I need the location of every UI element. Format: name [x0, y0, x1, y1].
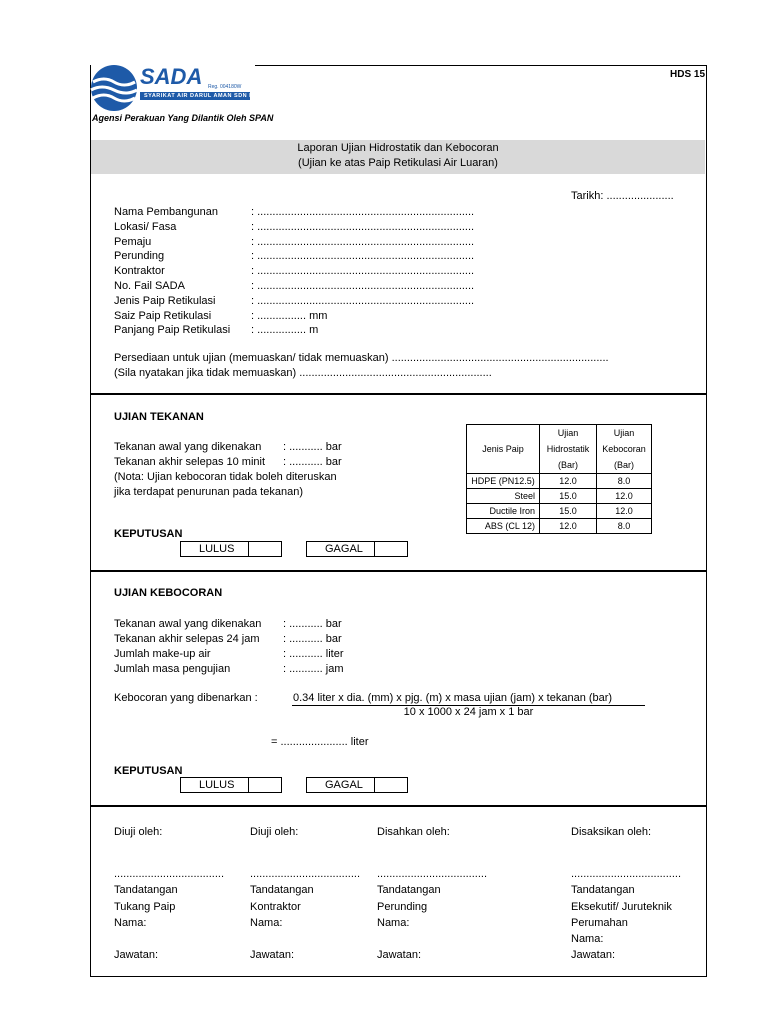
divider-3 — [90, 805, 706, 807]
fail-label: GAGAL — [325, 779, 363, 791]
pass-label: LULUS — [199, 543, 235, 555]
label-saiz-paip: Saiz Paip Retikulasi — [114, 309, 212, 322]
label-final-pressure: Tekanan akhir selepas 10 minit — [114, 456, 266, 468]
field-lokasi[interactable]: : ....................................................................... — [251, 220, 475, 233]
sig-by: Disahkan oleh: — [377, 826, 450, 838]
sig-dots[interactable]: .................................... — [571, 868, 682, 881]
label-leak-initial: Tekanan awal yang dikenakan — [114, 618, 262, 630]
sig-position[interactable]: Jawatan: — [377, 949, 422, 962]
pass-checkbox-divider — [248, 778, 249, 792]
pass-checkbox-divider — [248, 542, 249, 556]
report-subtitle: (Ujian ke atas Paip Retikulasi Air Luaran) — [298, 157, 498, 169]
table-header-leak — [597, 425, 652, 474]
pipe-hydro: 12.0 — [540, 474, 597, 489]
sig-role: Eksekutif/ Juruteknik — [571, 900, 672, 913]
leak-result[interactable]: = ...................... liter — [271, 736, 369, 748]
pipe-leak: 12.0 — [597, 489, 652, 504]
fail-label: GAGAL — [325, 543, 363, 555]
form-code: HDS 15 — [670, 69, 706, 80]
label-makeup-water: Jumlah make-up air — [114, 648, 211, 660]
sig-by: Diuji oleh: — [250, 826, 299, 838]
date-field[interactable]: Tarikh: ...................... — [571, 190, 674, 202]
allowed-leak-label: Kebocoran yang dibenarkan : — [114, 692, 258, 704]
pipe-type: HDPE (PN12.5) — [467, 474, 540, 489]
formula-numerator: 0.34 liter x dia. (mm) x pjg. (m) x masa ujian (jam) x tekanan (bar) — [293, 692, 613, 704]
header-hydro-l3: (Bar) — [558, 460, 578, 470]
header-leak-l1: Ujian — [613, 428, 635, 438]
table-row — [467, 489, 652, 504]
leak-test-heading: UJIAN KEBOCORAN — [114, 587, 223, 599]
leak-labels — [114, 617, 261, 677]
leak-pass-box[interactable] — [180, 777, 282, 793]
pipe-hydro: 15.0 — [540, 489, 597, 504]
pipe-pressure-table — [466, 424, 652, 534]
divider-1 — [90, 393, 706, 395]
sig-sign: Tandatangan — [250, 884, 314, 897]
sig-sign: Tandatangan — [377, 884, 441, 897]
sig-position[interactable]: Jawatan: — [571, 949, 616, 962]
leak-fail-box[interactable] — [306, 777, 408, 793]
sig-role: Kontraktor — [250, 900, 301, 913]
signature-block-witness — [571, 824, 681, 963]
sig-position[interactable]: Jawatan: — [250, 949, 295, 962]
label-no-fail: No. Fail SADA — [114, 279, 185, 292]
label-pemaju: Pemaju — [114, 235, 152, 248]
formula-denominator: 10 x 1000 x 24 jam x 1 bar — [403, 706, 534, 718]
field-pemaju[interactable]: : ....................................................................... — [251, 235, 475, 248]
sig-dots[interactable]: .................................... — [377, 868, 488, 881]
sig-role-2: Perumahan — [571, 916, 628, 929]
sig-position[interactable]: Jawatan: — [114, 949, 159, 962]
field-final-pressure[interactable]: : ........... bar — [283, 456, 342, 468]
pipe-type: Steel — [467, 489, 540, 504]
sig-dots[interactable]: .................................... — [250, 868, 361, 881]
sada-logo — [88, 64, 263, 114]
leak-values — [283, 617, 344, 677]
fail-checkbox-divider — [374, 542, 375, 556]
field-no-fail[interactable]: : ....................................................................... — [251, 279, 475, 292]
sig-name[interactable]: Nama: — [114, 916, 147, 929]
preparation-line[interactable]: Persediaan untuk ujian (memuaskan/ tidak memuaskan) ....................................................................... — [114, 352, 609, 364]
pressure-test-heading: UJIAN TEKANAN — [114, 411, 204, 423]
sig-name[interactable]: Nama: — [571, 933, 604, 946]
field-jenis-paip[interactable]: : ....................................................................... — [251, 294, 475, 307]
label-nama-pembangunan: Nama Pembangunan — [114, 206, 218, 218]
leak-decision-label: KEPUTUSAN — [114, 765, 183, 777]
logo-subtitle: SYARIKAT AIR DARUL AMAN SDN BHD — [144, 93, 263, 99]
sig-role: Tukang Paip — [114, 900, 176, 913]
signature-block-contractor — [250, 824, 360, 963]
pressure-note-1: (Nota: Ujian kebocoran tidak boleh diteruskan — [114, 471, 337, 483]
signature-block-plumber — [114, 824, 224, 963]
agency-text: Agensi Perakuan Yang Dilantik Oleh SPAN — [92, 113, 274, 123]
pipe-type: Ductile Iron — [467, 504, 540, 519]
sig-sign: Tandatangan — [114, 884, 178, 897]
signature-block-consultant — [377, 824, 487, 963]
sig-by: Disaksikan oleh: — [571, 826, 652, 838]
field-saiz-paip[interactable]: : ................ mm — [251, 309, 328, 322]
logo-reg: Reg. 004180W — [208, 84, 242, 90]
label-test-duration: Jumlah masa pengujian — [114, 663, 231, 675]
field-test-duration[interactable]: : ........... jam — [283, 663, 344, 675]
header-leak-l2: Kebocoran — [602, 444, 646, 454]
sig-name[interactable]: Nama: — [377, 916, 410, 929]
sig-role: Perunding — [377, 900, 428, 913]
label-kontraktor: Kontraktor — [114, 265, 165, 278]
table-header-type: Jenis Paip — [467, 425, 540, 474]
table-row — [467, 504, 652, 519]
report-title: Laporan Ujian Hidrostatik dan Kebocoran — [297, 142, 499, 154]
pressure-note-2: jika terdapat penurunan pada tekanan) — [114, 486, 303, 498]
label-initial-pressure: Tekanan awal yang dikenakan — [114, 441, 262, 453]
pressure-values — [283, 440, 342, 470]
sig-sign: Tandatangan — [571, 884, 635, 897]
pipe-leak: 8.0 — [597, 474, 652, 489]
divider-2 — [90, 570, 706, 572]
table-row — [467, 519, 652, 534]
pressure-fail-box[interactable] — [306, 541, 408, 557]
table-row — [467, 474, 652, 489]
detail-values — [251, 205, 474, 338]
frame-top-line — [255, 65, 706, 66]
sig-name[interactable]: Nama: — [250, 916, 283, 929]
label-jenis-paip: Jenis Paip Retikulasi — [114, 294, 216, 307]
field-kontraktor[interactable]: : ....................................................................... — [251, 265, 475, 278]
sig-by: Diuji oleh: — [114, 826, 163, 838]
pressure-decision-label: KEPUTUSAN — [114, 528, 183, 540]
pressure-pass-box[interactable] — [180, 541, 282, 557]
sig-dots[interactable]: .................................... — [114, 868, 225, 881]
field-initial-pressure[interactable]: : ........... bar — [283, 441, 342, 453]
field-nama-pembangunan[interactable]: : ....................................................................... — [251, 206, 475, 218]
field-leak-final[interactable]: : ........... bar — [283, 633, 342, 645]
header-hydro-l1: Ujian — [557, 428, 579, 438]
header-hydro-l2: Hidrostatik — [546, 444, 590, 454]
pipe-leak: 8.0 — [597, 519, 652, 534]
label-perunding: Perunding — [114, 250, 165, 263]
pipe-hydro: 15.0 — [540, 504, 597, 519]
fail-checkbox-divider — [374, 778, 375, 792]
field-perunding[interactable]: : ....................................................................... — [251, 250, 475, 263]
pipe-hydro: 12.0 — [540, 519, 597, 534]
pipe-type: ABS (CL 12) — [467, 519, 540, 534]
table-header-hydro — [540, 425, 597, 474]
field-makeup-water[interactable]: : ........... liter — [283, 648, 344, 660]
field-leak-initial[interactable]: : ........... bar — [283, 618, 342, 630]
logo-text: SADA — [140, 64, 203, 89]
preparation-note[interactable]: (Sila nyatakan jika tidak memuaskan) ............................................................... — [114, 367, 492, 379]
header-leak-l3: (Bar) — [614, 460, 634, 470]
detail-labels — [114, 205, 230, 338]
pass-label: LULUS — [199, 779, 235, 791]
pipe-leak: 12.0 — [597, 504, 652, 519]
label-panjang-paip: Panjang Paip Retikulasi — [114, 324, 231, 337]
field-panjang-paip[interactable]: : ................ m — [251, 324, 319, 337]
label-lokasi: Lokasi/ Fasa — [114, 220, 177, 233]
label-leak-final: Tekanan akhir selepas 24 jam — [114, 633, 260, 645]
